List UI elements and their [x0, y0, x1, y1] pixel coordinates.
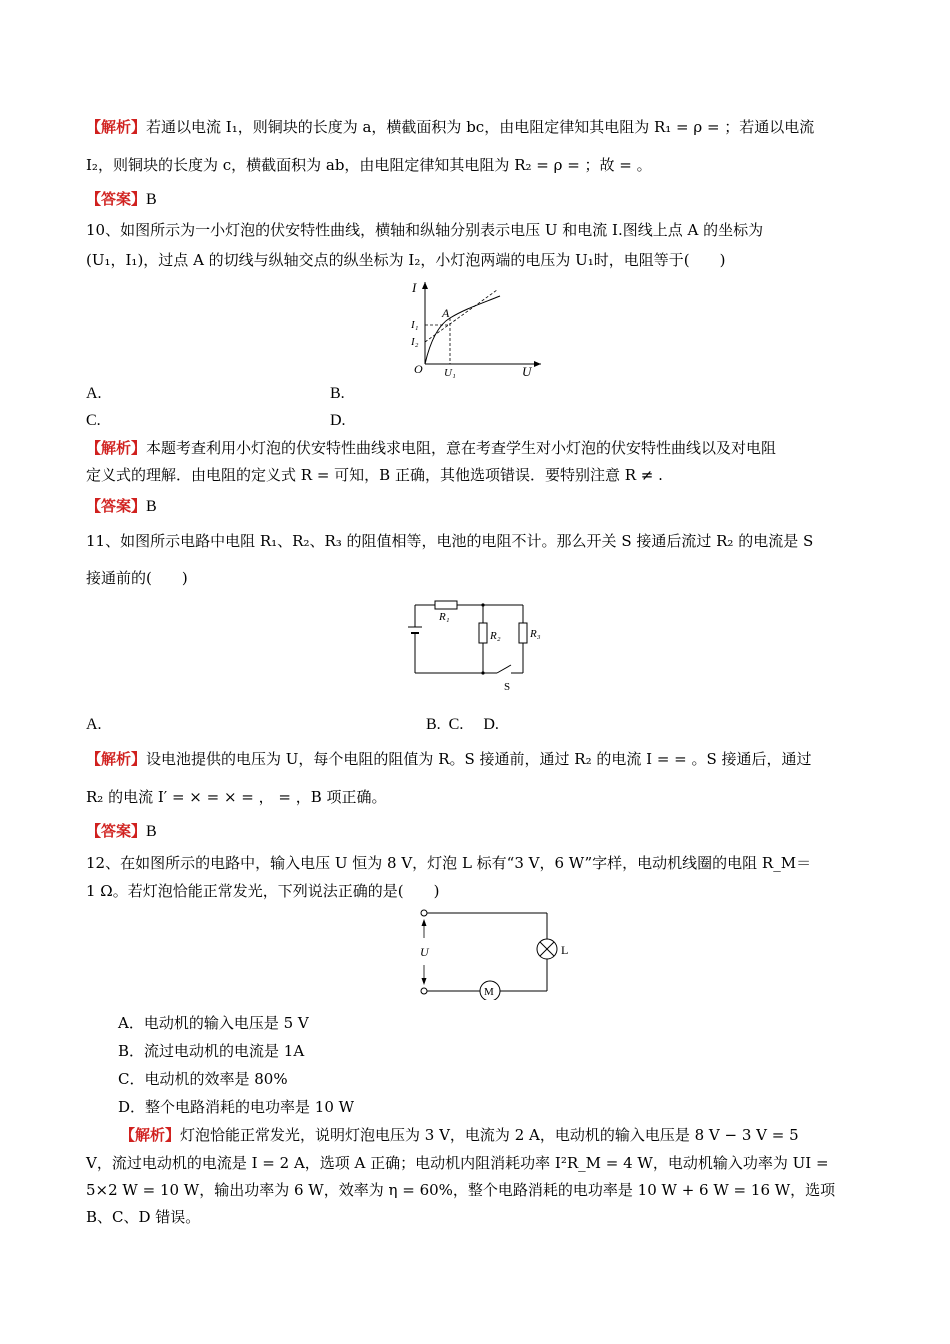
q10-answer [86, 496, 157, 517]
q10-answer-value: B [146, 498, 157, 515]
q11-analysis-line1 [86, 749, 812, 769]
q12-analysis-line4: B、C、D 错误。 [86, 1208, 201, 1226]
resistor-r2 [479, 623, 487, 643]
circuit-r1-r2-r3 [405, 597, 550, 695]
q10-option-d: D. [330, 412, 346, 429]
u-axis-label: U [522, 364, 532, 378]
q11-analysis-tag: 【解析】 [86, 750, 147, 768]
r1-label: R₁ [439, 611, 450, 623]
terminal-top [421, 910, 427, 916]
q12-stem-line2: 1 Ω。若灯泡恰能正常发光，下列说法正确的是( ) [86, 882, 440, 900]
switch-s [497, 665, 511, 673]
q11-option-a: A. [86, 716, 102, 733]
q10-analysis-line1 [86, 438, 776, 458]
q9-analysis-tag: 【解析】 [86, 118, 147, 136]
q9-answer-tag: 【答案】 [86, 190, 147, 208]
q10-stem-line2: (U₁，I₁)，过点 A 的切线与纵轴交点的纵坐标为 I₂，小灯泡两端的电压为 U₁时，电阻等于( ) [86, 251, 726, 269]
q11-answer-tag: 【答案】 [86, 822, 147, 840]
q11-stem-line2: 接通前的( ) [86, 569, 188, 587]
q12-stem-line1: 12、在如图所示的电路中，输入电压 U 恒为 8 V，灯泡 L 标有“3 V，6 W”字样，电动机线圈的电阻 R_M＝ [86, 854, 812, 872]
r2-label: R₂ [490, 630, 501, 642]
u-axis-arrow [534, 361, 541, 367]
q10-option-b: B. [330, 385, 345, 402]
q12-analysis-tag: 【解析】 [120, 1126, 181, 1144]
origin-label: O [414, 362, 423, 376]
q10-answer-tag: 【答案】 [86, 497, 147, 515]
q12-analysis-line3: 5×2 W = 10 W，输出功率为 6 W，效率为 η = 60%，整个电路消耗的电功率是 10 W + 6 W = 16 W，选项 [86, 1181, 836, 1199]
i-axis-arrow [422, 282, 428, 289]
q9-analysis-line1 [86, 117, 814, 137]
q12-option-a: A．电动机的输入电压是 5 V [118, 1014, 309, 1032]
switch-label: S [504, 681, 511, 693]
u-label: U [420, 945, 429, 959]
resistor-r3 [519, 623, 527, 643]
r3-label: R₃ [530, 628, 541, 640]
point-a-label: A [442, 306, 450, 320]
q12-option-d: D．整个电路消耗的电功率是 10 W [118, 1098, 355, 1116]
q11-option-bcd: B. C. D. [426, 716, 499, 733]
lamp-label: L [561, 943, 569, 957]
q10-analysis-tag: 【解析】 [86, 439, 147, 457]
i1-label: I₁ [411, 319, 419, 331]
q11-stem-line1: 11、如图所示电路中电阻 R₁、R₂、R₃ 的阻值相等，电池的电阻不计。那么开关 S 接通后流过 R₂ 的电流是 S [86, 532, 814, 550]
q10-stem-line1: 10、如图所示为一小灯泡的伏安特性曲线，横轴和纵轴分别表示电压 U 和电流 I.图线上点 A 的坐标为 [86, 221, 764, 239]
iu-graph [405, 278, 545, 378]
q12-analysis-line2: V，流过电动机的电流是 I = 2 A，选项 A 正确；电动机内阻消耗功率 I²R_M = 4 W，电动机输入功率为 UI = [86, 1154, 829, 1172]
q9-answer-value: B [146, 191, 157, 208]
q11-answer-value: B [146, 823, 157, 840]
q10-analysis-text1: 本题考查利用小灯泡的伏安特性曲线求电阻，意在考查学生对小灯泡的伏安特性曲线以及对电阻 [146, 439, 777, 457]
q12-analysis-text1: 灯泡恰能正常发光，说明灯泡电压为 3 V，电流为 2 A，电动机的输入电压是 8 V − 3 V = 5 [180, 1126, 799, 1144]
i-axis-label: I [412, 280, 417, 295]
iu-curve [425, 296, 500, 364]
q12-analysis-line1 [120, 1125, 799, 1145]
q10-option-c: C. [86, 412, 101, 429]
q9-analysis-line2: I₂，则铜块的长度为 c，横截面积为 ab，由电阻定律知其电阻为 R₂ = ρ = ；故 = 。 [86, 156, 652, 174]
q11-analysis-line2: R₂ 的电流 I′ = × = × = ， = ，B 项正确。 [86, 788, 387, 806]
u1-label: U₁ [444, 367, 456, 378]
q12-option-c: C．电动机的效率是 80% [118, 1070, 288, 1088]
i2-label: I₂ [411, 336, 419, 348]
circuit-motor-lamp [412, 903, 577, 1000]
q9-answer [86, 189, 157, 210]
q12-option-b: B．流过电动机的电流是 1A [118, 1042, 305, 1060]
q11-analysis-text1: 设电池提供的电压为 U，每个电阻的阻值为 R。S 接通前，通过 R₂ 的电流 I = = 。S 接通后，通过 [146, 750, 812, 768]
q11-answer [86, 821, 157, 842]
terminal-bottom [421, 988, 427, 994]
resistor-r1 [435, 601, 457, 609]
u-arrow-down [422, 978, 427, 985]
q10-option-a: A. [86, 385, 102, 402]
q10-analysis-line2: 定义式的理解．由电阻的定义式 R = 可知，B 正确，其他选项错误．要特别注意 R ≠ . [86, 466, 663, 484]
u-arrow-up [422, 919, 427, 926]
q9-analysis-text1: 若通以电流 I₁，则铜块的长度为 a，横截面积为 bc，由电阻定律知其电阻为 R₁ = ρ = ；若通以电流 [146, 118, 815, 136]
motor-label: M [484, 986, 494, 998]
